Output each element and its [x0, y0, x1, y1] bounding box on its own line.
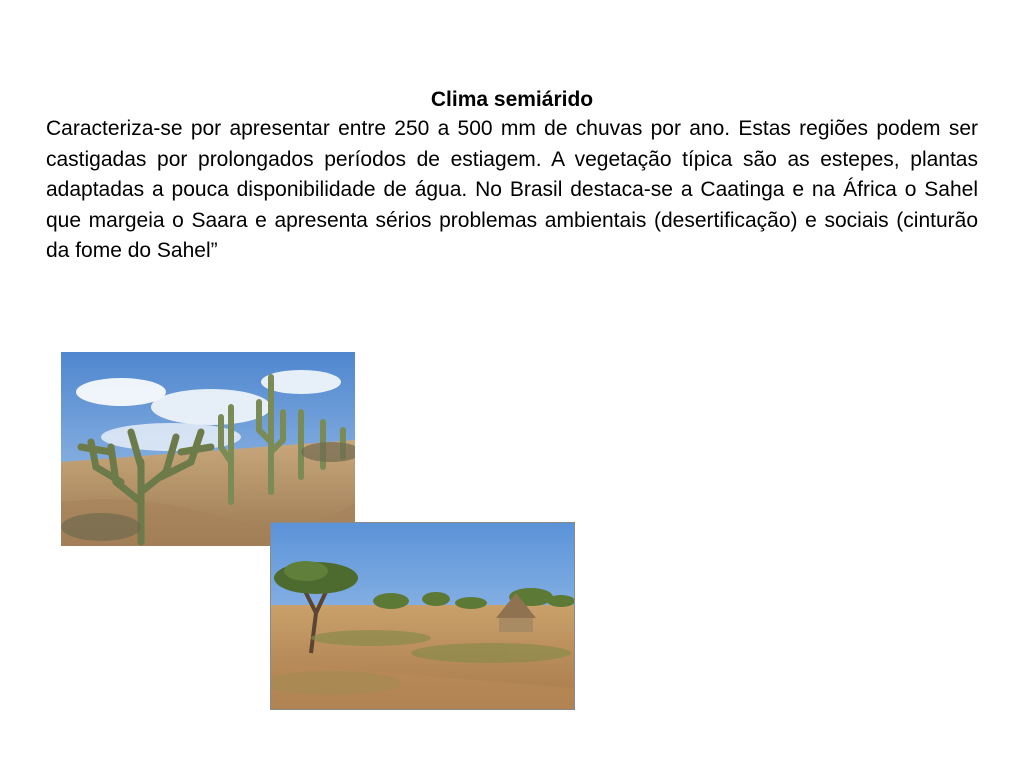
slide-paragraph: Caracteriza-se por apresentar entre 250 a 500 mm de chuvas por ano. Estas regiões podem ser castigadas por prolongados períodos de estiagem. A vegetação típica são as estepes, plantas adaptadas a pouca disponibilidade de água. No Brasil destaca-se a Caatinga e na África o Sahel que margeia o Saara e apresenta sérios problemas ambientais (desertificação) e sociais (cinturão da fome do Sahel”: [46, 117, 978, 262]
sahel-photo: [270, 522, 575, 710]
sahel-illustration: [271, 523, 574, 709]
slide-title: Clima semiárido: [430, 88, 594, 111]
caatinga-illustration: [61, 352, 355, 546]
caatinga-photo: [61, 352, 355, 546]
